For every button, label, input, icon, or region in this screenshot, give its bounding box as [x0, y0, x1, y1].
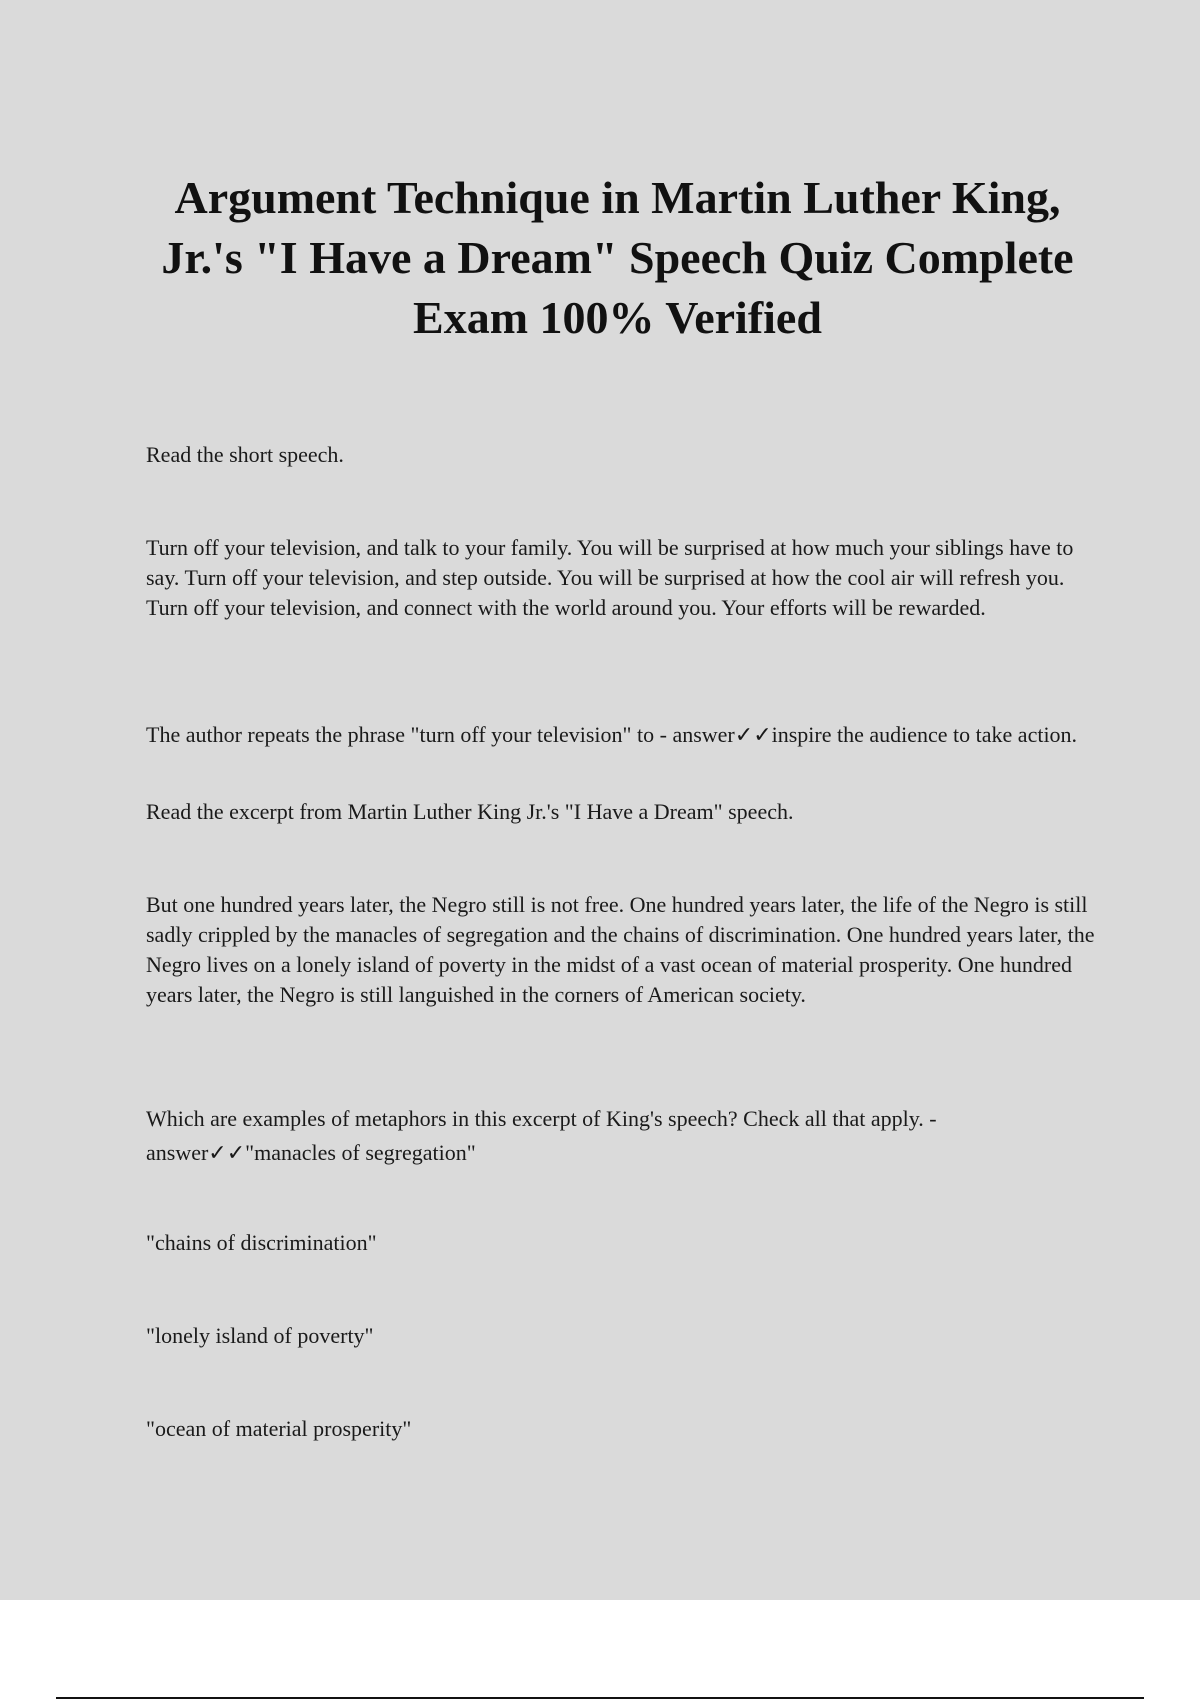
question-answer-metaphors: Which are examples of metaphors in this excerpt of King's speech? Check all that apply. - answer✓✓"manacles of segregation": [146, 1106, 937, 1165]
question-answer-repetition: The author repeats the phrase "turn off your television" to - answer✓✓inspire the audience to take action.: [146, 722, 1078, 747]
document-title: Argument Technique in Martin Luther King, Jr.'s "I Have a Dream" Speech Quiz Complete Exam 100% Verified: [161, 172, 1074, 343]
speech-excerpt-passage: But one hundred years later, the Negro still is not free. One hundred years later, the life of the Negro is still sadly crippled by the manacles of segregation and the chains of discrimination. One hundred years later, the Negro lives on a lonely island of poverty in the midst of a vast ocean of material prosperity. One hundred years later, the Negro is still languished in the corners of American society.: [146, 892, 1095, 1007]
instruction-read-excerpt: Read the excerpt from Martin Luther King Jr.'s "I Have a Dream" speech.: [146, 799, 794, 824]
instruction-read-short-speech: Read the short speech.: [146, 442, 344, 467]
answer-option-chains: "chains of discrimination": [146, 1230, 377, 1255]
short-speech-passage: Turn off your television, and talk to your family. You will be surprised at how much your siblings have to say. Turn off your television, and step outside. You will be surprised at how the cool air will refresh you. Turn off your television, and connect with the world around you. Your efforts will be rewarded.: [146, 535, 1074, 620]
answer-option-island: "lonely island of poverty": [146, 1323, 374, 1348]
footer-divider: [56, 1697, 1144, 1699]
answer-option-ocean: "ocean of material prosperity": [146, 1416, 412, 1441]
